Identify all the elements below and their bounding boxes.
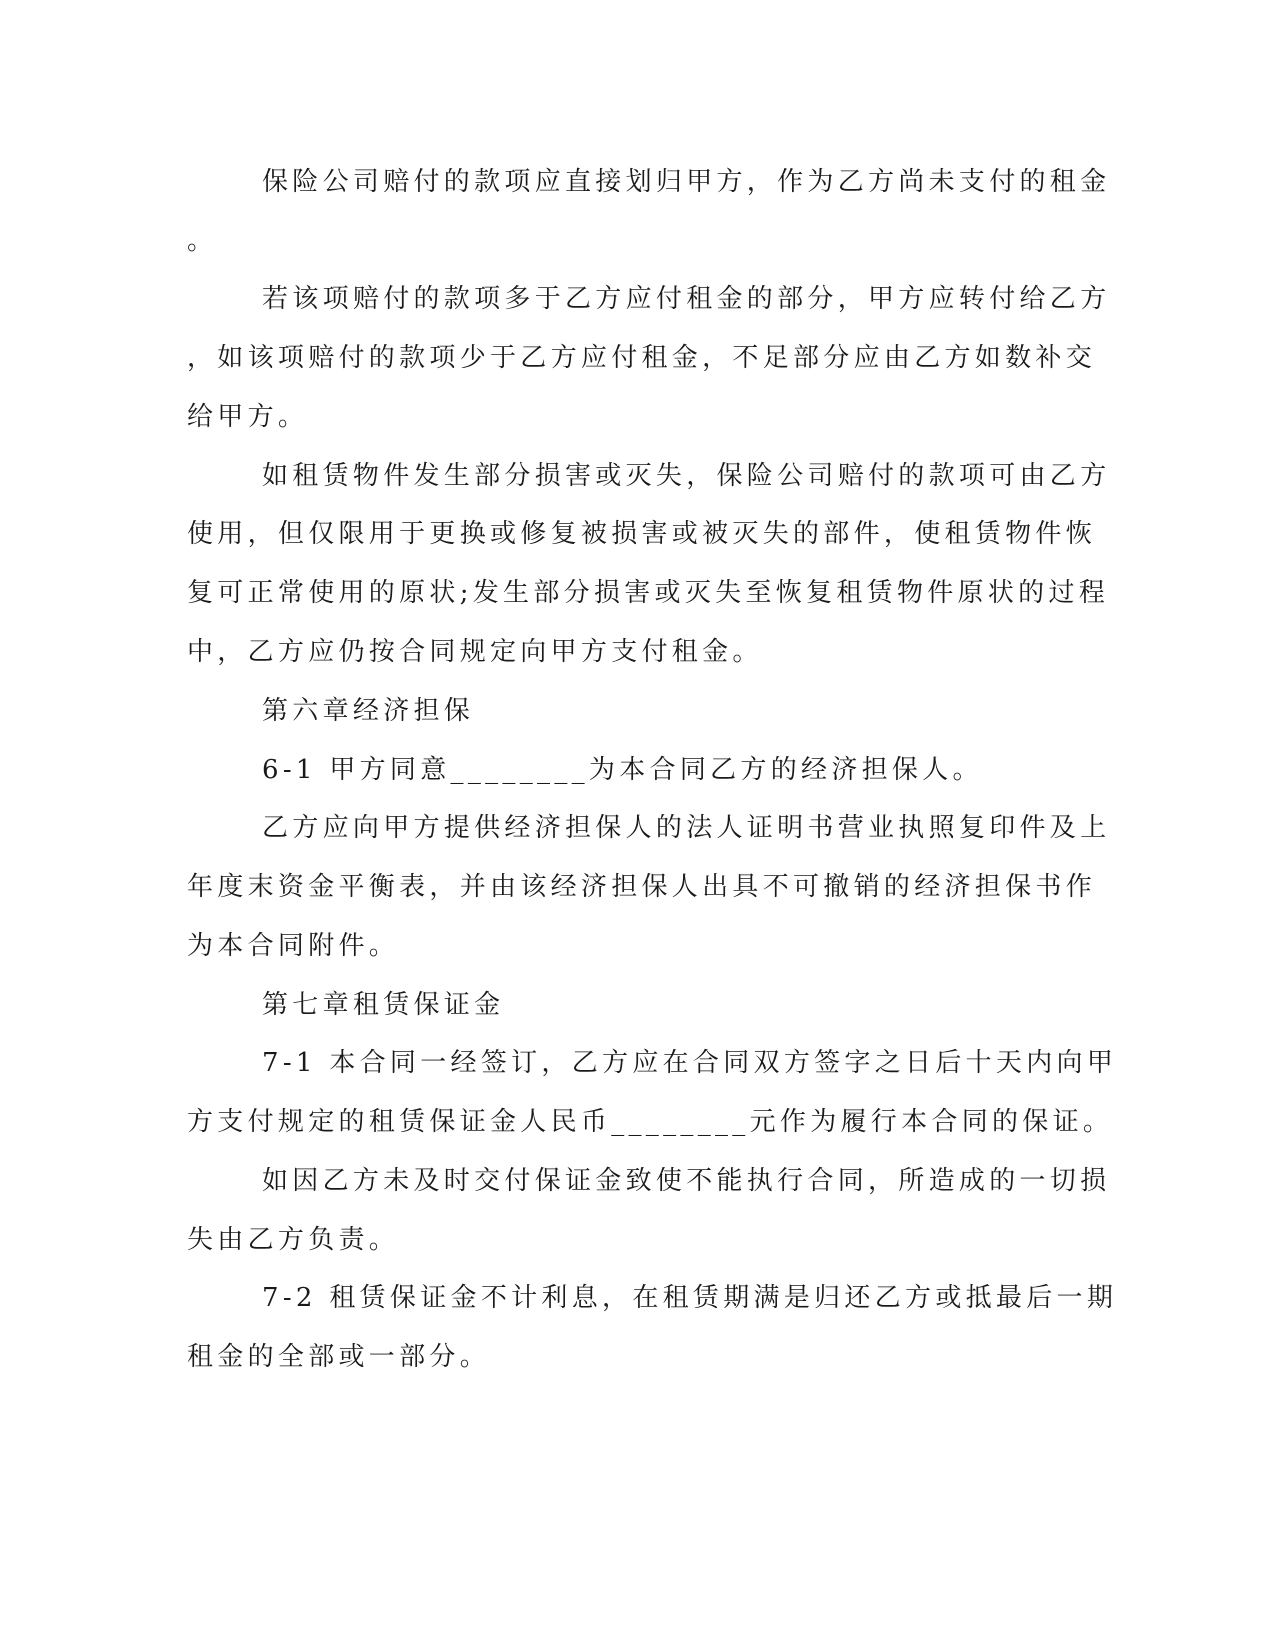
text-line: 使用，但仅限用于更换或修复被损害或被灭失的部件，使租赁物件恢 xyxy=(187,519,1097,549)
text-line: 给甲方。 xyxy=(187,402,309,432)
text-line: ，如该项赔付的款项少于乙方应付租金，不足部分应由乙方如数补交 xyxy=(187,343,1097,373)
chapter-heading: 第六章经济担保 xyxy=(262,696,475,726)
text-line: 。 xyxy=(187,226,218,256)
clause-7-1: 7-1 本合同一经签订，乙方应在合同双方签字之日后十天内向甲 xyxy=(262,1048,1118,1078)
text-line: 如因乙方未及时交付保证金致使不能执行合同，所造成的一切损 xyxy=(262,1166,1111,1196)
clause-7-2: 7-2 租赁保证金不计利息，在租赁期满是归还乙方或抵最后一期 xyxy=(262,1283,1118,1313)
text-line: 中，乙方应仍按合同规定向甲方支付租金。 xyxy=(187,637,763,667)
text-line: 年度末资金平衡表，并由该经济担保人出具不可撤销的经济担保书作 xyxy=(187,872,1097,902)
text-line: 如租赁物件发生部分损害或灭失，保险公司赔付的款项可由乙方 xyxy=(262,461,1111,491)
text-line: 若该项赔付的款项多于乙方应付租金的部分，甲方应转付给乙方 xyxy=(262,284,1111,314)
text-line: 乙方应向甲方提供经济担保人的法人证明书营业执照复印件及上 xyxy=(262,813,1111,843)
clause-6-1: 6-1 甲方同意________为本合同乙方的经济担保人。 xyxy=(262,755,983,785)
text-line: 保险公司赔付的款项应直接划归甲方，作为乙方尚未支付的租金 xyxy=(262,167,1111,197)
text-line: 租金的全部或一部分。 xyxy=(187,1342,491,1372)
text-line: 为本合同附件。 xyxy=(187,931,400,961)
text-line: 方支付规定的租赁保证金人民币________元作为履行本合同的保证。 xyxy=(187,1107,1114,1137)
text-line: 复可正常使用的原状;发生部分损害或灭失至恢复租赁物件原状的过程 xyxy=(187,578,1110,608)
chapter-heading: 第七章租赁保证金 xyxy=(262,990,505,1020)
text-line: 失由乙方负责。 xyxy=(187,1225,400,1255)
